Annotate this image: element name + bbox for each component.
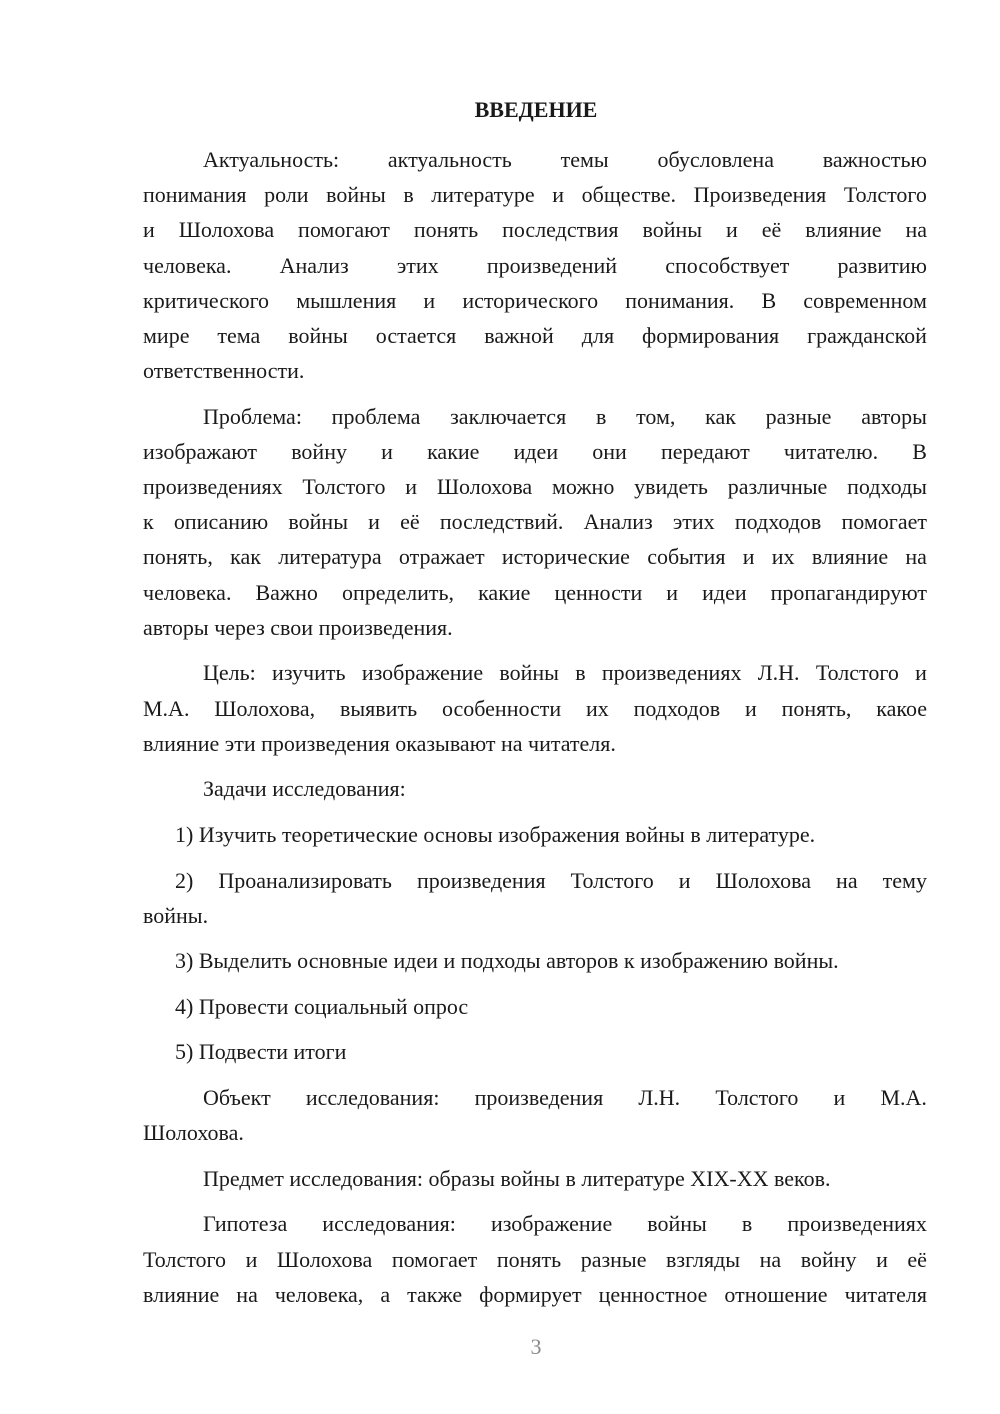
text-line: Проблема: проблема заключается в том, как разные авторы	[203, 403, 927, 429]
text-line: Предмет исследования: образы войны в литературе XIX-XX веков.	[203, 1165, 831, 1191]
paragraph	[143, 989, 927, 1024]
text-line: Задачи исследования:	[203, 776, 406, 802]
text-line: 5) Подвести итоги	[175, 1039, 347, 1065]
text-line: войны.	[143, 902, 209, 928]
paragraph	[143, 1080, 927, 1150]
text-line: Шолохова.	[143, 1120, 244, 1146]
text-line: Актуальность: актуальность темы обусловлена важностью	[203, 147, 927, 172]
text-line: авторы через свои произведения.	[143, 614, 453, 640]
text-line: и Шолохова помогают понять последствия войны и её влияние на	[143, 217, 927, 243]
text-line: М.А. Шолохова, выявить особенности их подходов и понять, какое	[143, 695, 927, 721]
text-line: человека. Важно определить, какие ценности и идеи пропагандируют	[143, 579, 927, 605]
paragraph	[143, 863, 927, 933]
text-line: человека. Анализ этих произведений способствует развитию	[143, 252, 927, 278]
paragraph	[143, 399, 927, 645]
text-line: произведениях Толстого и Шолохова можно увидеть различные подходы	[143, 474, 927, 500]
text-line: 2) Проанализировать произведения Толстого и Шолохова на тему	[175, 867, 927, 893]
text-line: критического мышления и исторического понимания. В современном	[143, 287, 927, 313]
text-line: влияние на человека, а также формирует ценностное отношение читателя	[143, 1281, 927, 1307]
paragraph	[143, 1161, 927, 1196]
text-line: 3) Выделить основные идеи и подходы авторов к изображению войны.	[175, 948, 839, 974]
text-line: понять, как литература отражает исторические события и их влияние на	[143, 544, 927, 570]
document-page	[143, 92, 927, 1322]
text-line: влияние эти произведения оказывают на читателя.	[143, 730, 616, 756]
paragraph	[143, 817, 927, 852]
text-line: Объект исследования: произведения Л.Н. Толстого и М.А.	[203, 1085, 927, 1111]
section-title: ВВЕДЕНИЕ	[474, 97, 598, 122]
page-number: 3	[530, 1334, 542, 1359]
text-line: понимания роли войны в литературе и обществе. Произведения Толстого	[143, 182, 927, 208]
text-line: 1) Изучить теоретические основы изображения войны в литературе.	[175, 821, 816, 847]
paragraph	[143, 142, 927, 388]
body-text	[143, 142, 927, 1312]
text-line: Толстого и Шолохова помогает понять разные взгляды на войну и её	[143, 1246, 927, 1272]
text-line: 4) Провести социальный опрос	[175, 993, 469, 1019]
text-line: изображают войну и какие идеи они передают читателю. В	[143, 438, 927, 464]
paragraph	[143, 771, 927, 806]
text-line: Гипотеза исследования: изображение войны в произведениях	[203, 1211, 927, 1237]
text-line: Цель: изучить изображение войны в произведениях Л.Н. Толстого и	[203, 660, 927, 686]
text-line: ответственности.	[143, 358, 305, 384]
text-line: к описанию войны и её последствий. Анализ этих подходов помогает	[143, 509, 927, 535]
paragraph	[143, 943, 927, 978]
paragraph	[143, 1034, 927, 1069]
paragraph	[143, 655, 927, 761]
text-line: мире тема войны остается важной для формирования гражданской	[143, 322, 927, 348]
paragraph	[143, 1206, 927, 1312]
